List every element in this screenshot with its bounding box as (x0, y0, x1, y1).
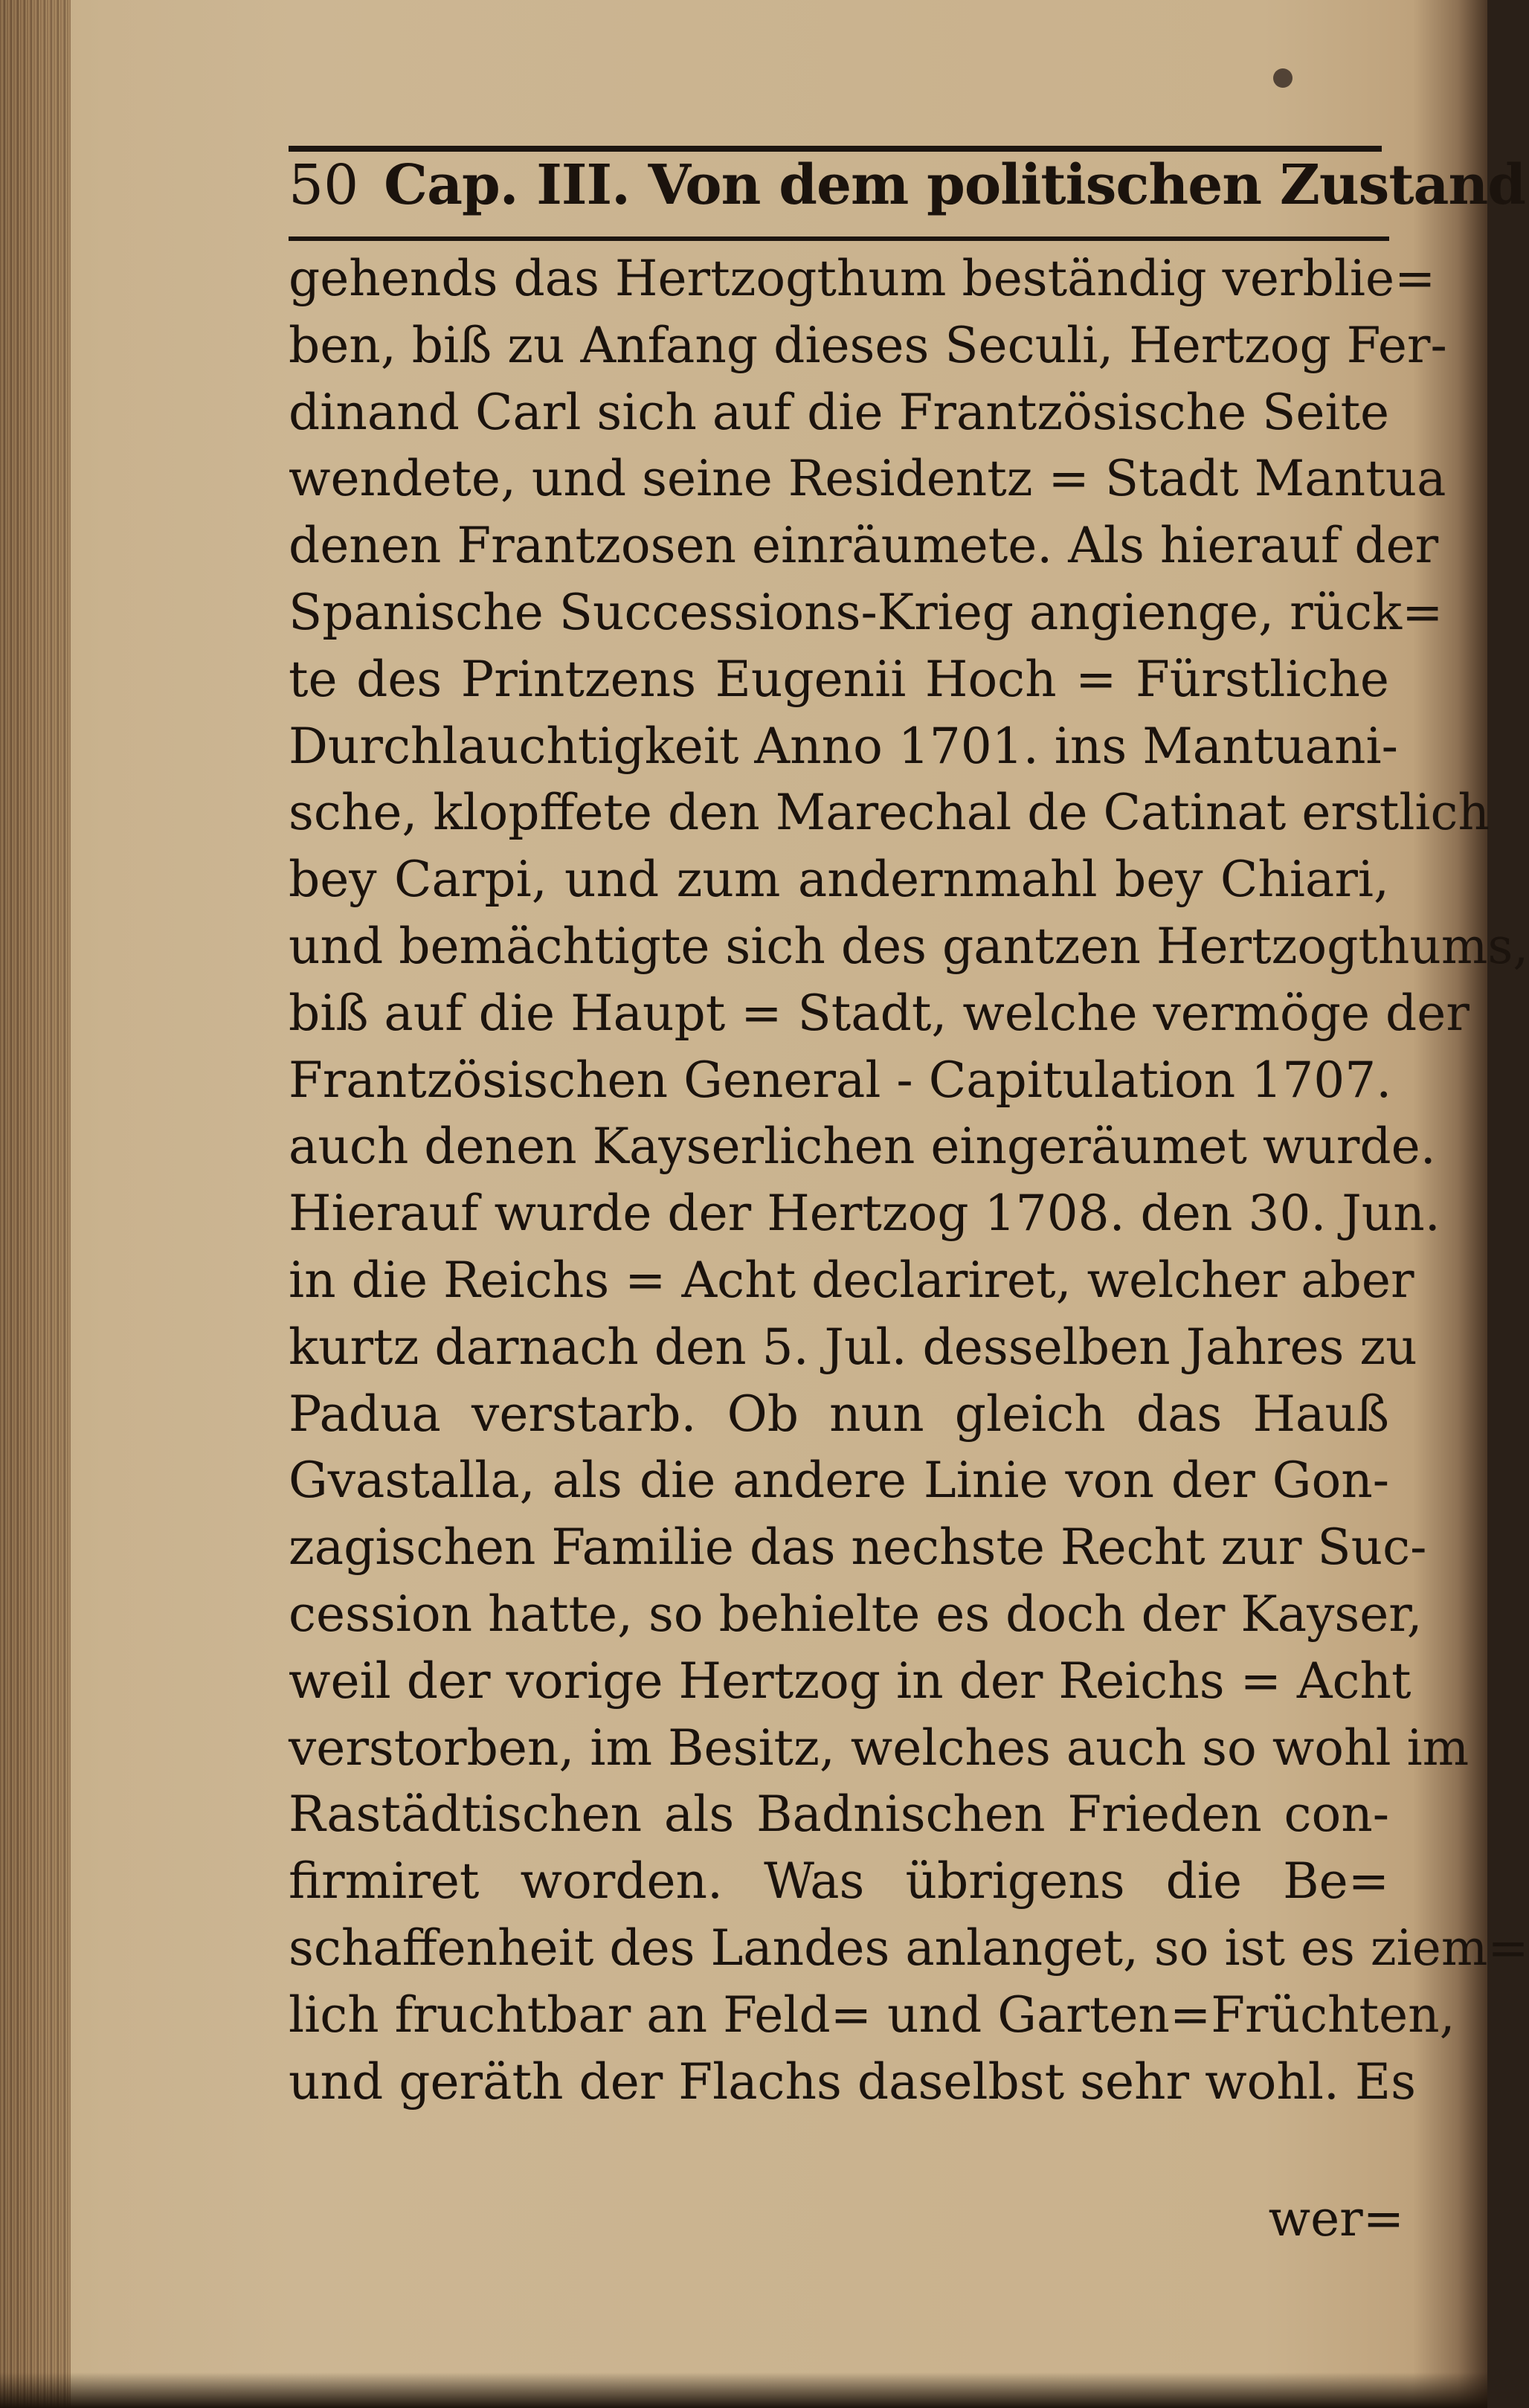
text-line: verstorben, im Besitz, welches auch so wohl im (289, 1719, 1470, 1777)
text-line: te des Printzens Eugenii Hoch = Fürstliche (289, 650, 1389, 708)
page-number: 50 (289, 153, 359, 217)
text-line: bey Carpi, und zum andernmahl bey Chiari, (289, 851, 1389, 909)
chapter-title: Cap. III. Von dem politischen Zustand (384, 153, 1526, 217)
text-line: zagischen Familie das nechste Recht zur Suc- (289, 1519, 1427, 1577)
text-line: in die Reichs = Acht declariret, welcher aber (289, 1251, 1414, 1309)
text-line: weil der vorige Hertzog in der Reichs = Acht (289, 1652, 1411, 1710)
running-header (289, 153, 1526, 235)
header-rule-bottom (289, 236, 1389, 241)
bottom-shadow (0, 2372, 1487, 2408)
text-line: und bemächtigte sich des gantzen Hertzogthums, (289, 917, 1529, 975)
text-line: schaffenheit des Landes anlanget, so ist es ziem= (289, 1919, 1529, 1977)
page-edge-stack (0, 0, 71, 2408)
catchword: wer= (1268, 2190, 1404, 2247)
text-line: sche, klopffete den Marechal de Catinat erstlich (289, 784, 1490, 842)
text-line: Hierauf wurde der Hertzog 1708. den 30. Jun. (289, 1185, 1441, 1243)
text-line: auch denen Kayserlichen eingeräumet wurde. (289, 1118, 1436, 1176)
text-line: und geräth der Flachs daselbst sehr wohl. Es (289, 2053, 1416, 2111)
body-text (289, 245, 1529, 2115)
text-line: wendete, und seine Residentz = Stadt Mantua (289, 450, 1446, 508)
text-line: Padua verstarb. Ob nun gleich das Hauß (289, 1385, 1389, 1443)
text-line: lich fruchtbar an Feld= und Garten=Früchten, (289, 1986, 1455, 2044)
header-rule-top (289, 146, 1382, 152)
text-line: denen Frantzosen einräumete. Als hierauf der (289, 517, 1439, 575)
paper-hole (1273, 68, 1293, 88)
text-line: Rastädtischen als Badnischen Frieden con- (289, 1786, 1389, 1844)
text-line: gehends das Hertzogthum beständig verblie= (289, 250, 1436, 307)
text-line: ben, biß zu Anfang dieses Seculi, Hertzog Fer- (289, 316, 1447, 374)
text-line: Frantzösischen General - Capitulation 1707. (289, 1051, 1392, 1109)
text-line: firmiret worden. Was übrigens die Be= (289, 1852, 1389, 1910)
text-line: Durchlauchtigkeit Anno 1701. ins Mantuani- (289, 717, 1398, 775)
text-line: dinand Carl sich auf die Frantzösische Seite (289, 383, 1390, 441)
text-line: Spanische Successions-Krieg angienge, rück= (289, 583, 1443, 641)
text-line: kurtz darnach den 5. Jul. desselben Jahres zu (289, 1318, 1417, 1376)
text-line: Gvastalla, als die andere Linie von der Gon- (289, 1452, 1389, 1510)
text-line: cession hatte, so behielte es doch der Kayser, (289, 1585, 1423, 1643)
text-line: biß auf die Haupt = Stadt, welche vermöge der (289, 984, 1470, 1042)
